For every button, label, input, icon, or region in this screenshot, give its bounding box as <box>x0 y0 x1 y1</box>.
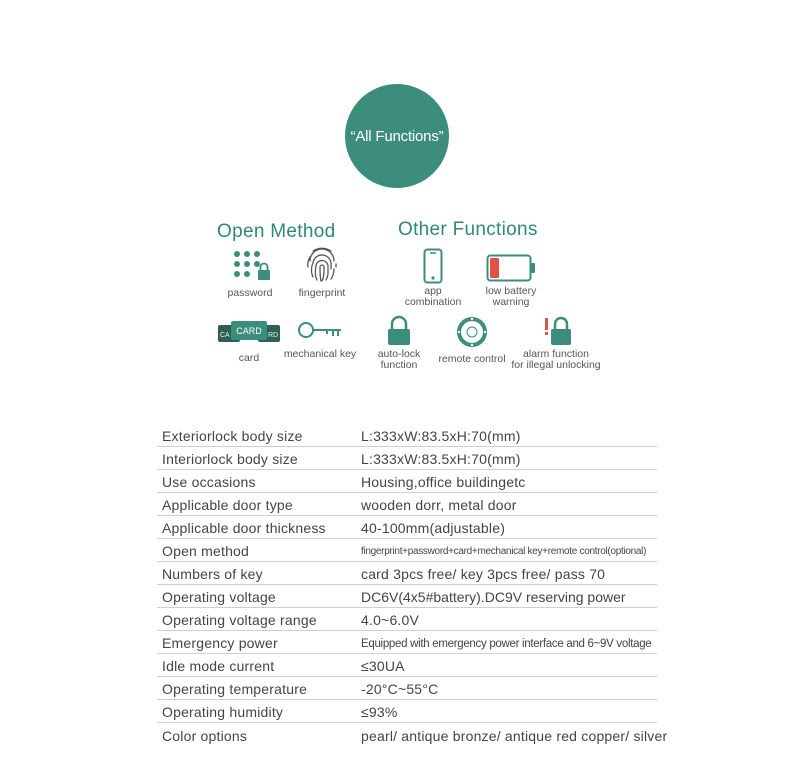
table-row <box>157 677 657 700</box>
alarm-label-1: alarm function <box>523 348 589 360</box>
table-row <box>157 539 657 562</box>
table-row <box>157 654 657 677</box>
svg-text:RD: RD <box>268 332 279 339</box>
other-functions-title: Other Functions <box>398 219 538 240</box>
all-functions-label: “All Functions” <box>350 127 444 145</box>
app-label-2: combination <box>404 296 462 308</box>
card-icon-text: CARD <box>236 326 262 336</box>
table-row <box>157 493 657 516</box>
low-battery-icon <box>486 254 536 282</box>
spec-key: Numbers of key <box>162 566 263 582</box>
spec-value: fingerprint+password+card+mechanical key+remote control(optional) <box>361 546 647 557</box>
spec-key: Open method <box>162 543 250 559</box>
spec-value: 4.0~6.0V <box>361 612 420 628</box>
spec-key: Operating voltage range <box>162 612 317 628</box>
specs-table <box>157 424 668 746</box>
spec-key: Exteriorlock body size <box>162 428 303 444</box>
feature-low-battery <box>478 254 544 308</box>
table-row <box>157 723 668 746</box>
spec-value: ≤93% <box>361 704 398 720</box>
spec-value: L:333xW:83.5xH:70(mm) <box>361 428 521 444</box>
spec-key: Color options <box>162 728 248 744</box>
spec-value: wooden dorr, metal door <box>361 497 517 513</box>
spec-value: -20°C~55°C <box>361 681 439 697</box>
app-label-1: app <box>424 285 442 297</box>
open-method-title: Open Method <box>217 221 336 242</box>
table-row <box>157 700 657 723</box>
remote-control-label: remote control <box>438 353 506 365</box>
spec-value: Housing,office buildingetc <box>361 474 526 490</box>
table-row <box>157 424 657 447</box>
table-row <box>157 631 657 654</box>
spec-value: card 3pcs free/ key 3pcs free/ pass 70 <box>361 566 606 582</box>
table-row <box>157 516 657 539</box>
spec-key: Use occasions <box>162 474 256 490</box>
remote-control-icon <box>456 316 488 348</box>
feature-auto-lock <box>370 315 428 371</box>
spec-value: 40-100mm(adjustable) <box>361 520 506 536</box>
table-row <box>157 447 657 470</box>
card-label: card <box>238 352 260 364</box>
spec-key: Operating humidity <box>162 704 284 720</box>
keypad-lock-icon <box>228 248 272 282</box>
spec-value: pearl/ antique bronze/ antique red copper/ silver <box>361 728 668 744</box>
spec-value: L:333xW:83.5xH:70(mm) <box>361 451 521 467</box>
auto-lock-label-1: auto-lock <box>377 348 421 360</box>
table-row <box>157 585 657 608</box>
table-row <box>157 562 657 585</box>
spec-key: Applicable door thickness <box>162 520 326 536</box>
spec-key: Operating voltage <box>162 589 276 605</box>
card-icon <box>217 320 281 346</box>
auto-lock-label-2: function <box>380 359 418 371</box>
feature-card <box>216 320 282 364</box>
spec-key: Emergency power <box>162 635 278 651</box>
mechanical-key-label: mechanical key <box>283 348 357 360</box>
spec-key: Applicable door type <box>162 497 293 513</box>
battery-label-1: low battery <box>485 285 537 297</box>
spec-value: DC6V(4x5#battery).DC9V reserving power <box>361 589 626 605</box>
feature-remote-control <box>430 316 514 365</box>
all-functions-badge <box>345 84 449 188</box>
battery-label-2: warning <box>492 296 530 308</box>
table-row <box>157 608 657 631</box>
alarm-lock-icon <box>536 315 576 347</box>
feature-fingerprint <box>290 247 354 299</box>
key-icon <box>297 320 343 342</box>
spec-key: Interiorlock body size <box>162 451 298 467</box>
feature-password <box>222 248 278 299</box>
feature-app-combination <box>398 248 468 308</box>
spec-key: Operating temperature <box>162 681 308 697</box>
feature-alarm <box>508 315 604 371</box>
spec-key: Idle mode current <box>162 658 275 674</box>
fingerprint-icon <box>303 247 341 285</box>
fingerprint-label: fingerprint <box>298 287 346 299</box>
svg-text:CA: CA <box>220 332 230 339</box>
table-row <box>157 470 657 493</box>
alarm-label-2: for illegal unlocking <box>511 359 601 371</box>
spec-value: ≤30UA <box>361 658 405 674</box>
spec-value: Equipped with emergency power interface and 6~9V voltage <box>361 638 652 650</box>
feature-mechanical-key <box>284 320 356 360</box>
smartphone-icon <box>423 248 443 284</box>
padlock-icon <box>386 315 412 347</box>
password-label: password <box>227 287 273 299</box>
